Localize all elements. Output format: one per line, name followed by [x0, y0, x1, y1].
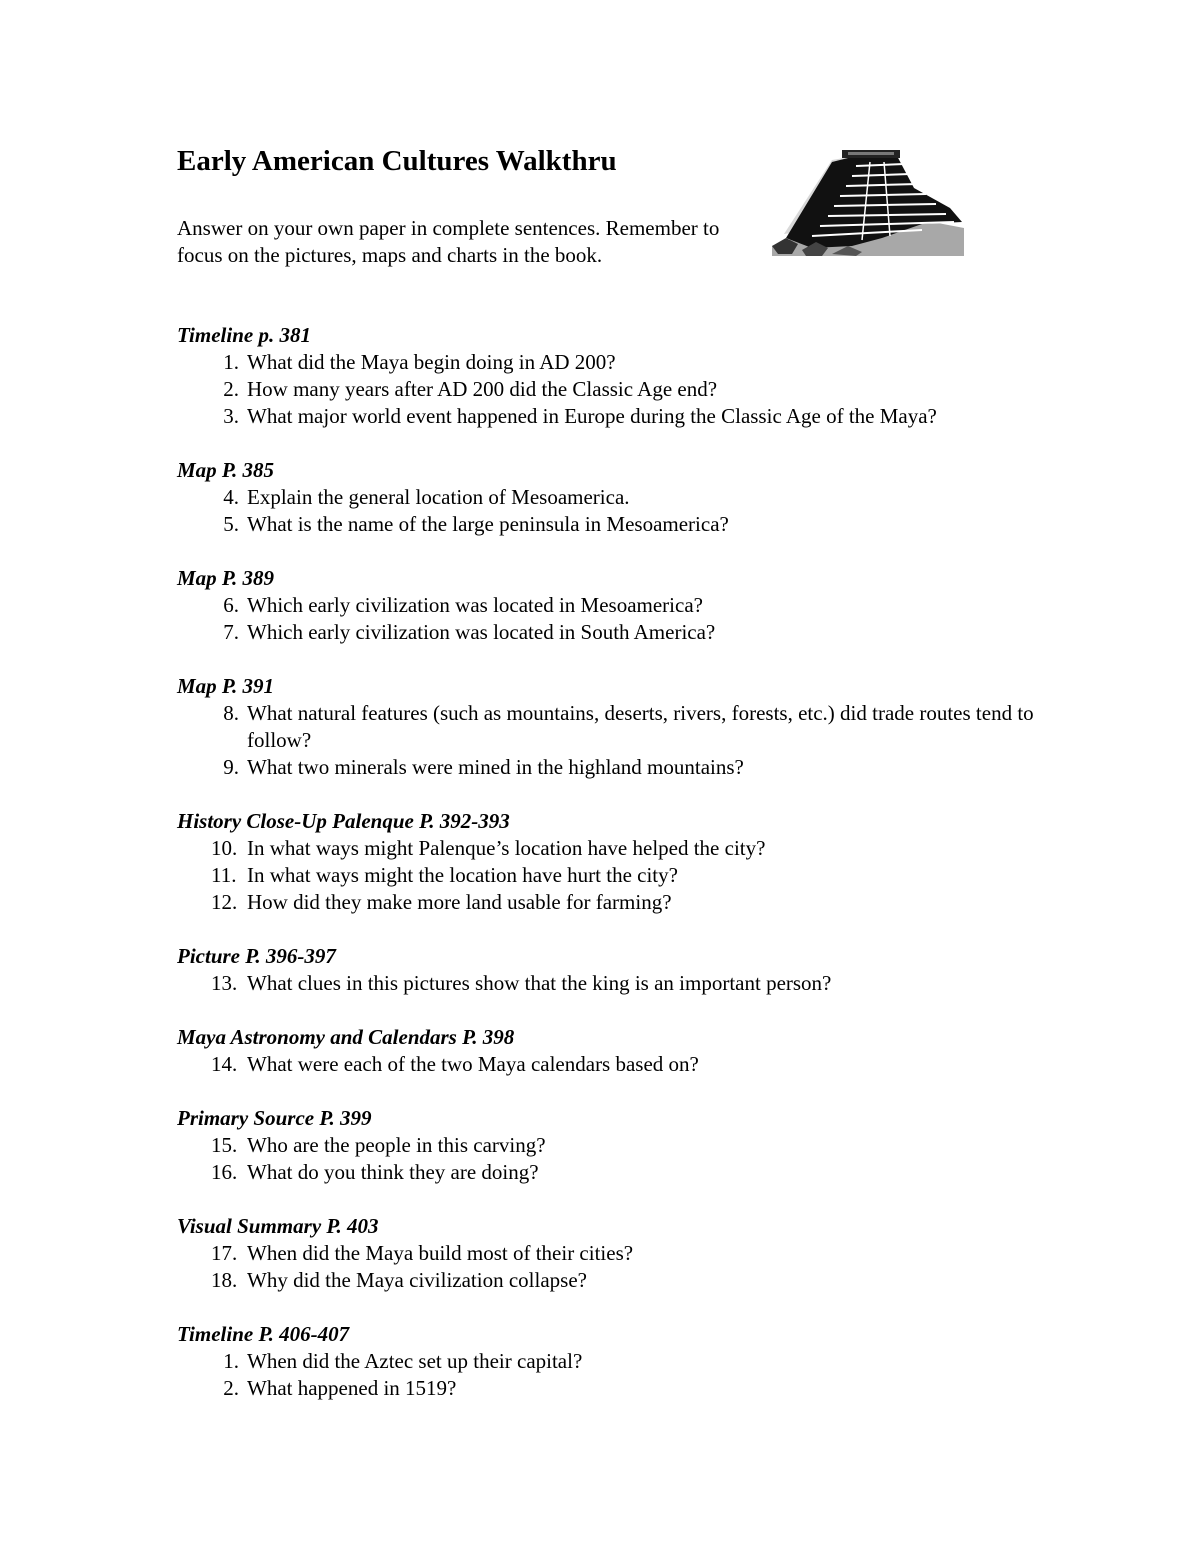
- section-heading: Timeline P. 406-407: [177, 1322, 350, 1346]
- maya-pyramid-icon: [772, 150, 964, 256]
- question-text: What did the Maya begin doing in AD 200?: [247, 350, 616, 374]
- section: [177, 673, 1057, 781]
- question-number: 6.: [223, 593, 239, 617]
- question-number: 5.: [223, 512, 239, 536]
- question-number: 2.: [223, 377, 239, 401]
- question-number: 2.: [223, 1376, 239, 1400]
- question-list: [177, 484, 1057, 538]
- question-item: [177, 592, 1057, 619]
- question-text: What do you think they are doing?: [247, 1160, 539, 1184]
- question-number: 16.: [211, 1160, 238, 1184]
- section: [177, 1213, 1057, 1294]
- section-heading: Map P. 391: [177, 674, 275, 698]
- question-text: What major world event happened in Europe during the Classic Age of the Maya?: [247, 404, 937, 428]
- question-list: [177, 835, 1057, 916]
- question-item: [177, 889, 1057, 916]
- question-item: [177, 862, 1057, 889]
- section-heading: Map P. 385: [177, 458, 275, 482]
- question-text: When did the Aztec set up their capital?: [247, 1349, 583, 1373]
- question-number: 18.: [211, 1268, 238, 1292]
- question-list: [177, 349, 1057, 430]
- question-item: [177, 700, 1057, 754]
- instructions: Answer on your own paper in complete sentences. Remember to focus on the pictures, maps and charts in the book.: [177, 216, 720, 267]
- question-item: [177, 403, 1057, 430]
- question-text: What natural features (such as mountains, deserts, rivers, forests, etc.) did trade routes tend to follow?: [247, 701, 1034, 752]
- question-number: 12.: [211, 890, 238, 914]
- section: [177, 1024, 1057, 1078]
- question-list: [177, 1348, 1057, 1402]
- question-text: How did they make more land usable for farming?: [247, 890, 672, 914]
- section: [177, 943, 1057, 997]
- section: [177, 565, 1057, 646]
- question-sections: [177, 322, 1057, 1429]
- section-heading: History Close-Up Palenque P. 392-393: [177, 809, 510, 833]
- question-item: [177, 484, 1057, 511]
- section-heading: Maya Astronomy and Calendars P. 398: [177, 1025, 515, 1049]
- question-text: Explain the general location of Mesoamerica.: [247, 485, 630, 509]
- question-list: [177, 1132, 1057, 1186]
- question-text: What were each of the two Maya calendars based on?: [247, 1052, 699, 1076]
- question-number: 11.: [211, 863, 237, 887]
- question-text: Who are the people in this carving?: [247, 1133, 546, 1157]
- section: [177, 1321, 1057, 1402]
- question-item: [177, 1348, 1057, 1375]
- question-item: [177, 619, 1057, 646]
- question-text: How many years after AD 200 did the Classic Age end?: [247, 377, 718, 401]
- question-text: In what ways might Palenque’s location have helped the city?: [247, 836, 766, 860]
- question-item: [177, 349, 1057, 376]
- question-text: What two minerals were mined in the highland mountains?: [247, 755, 744, 779]
- section: [177, 322, 1057, 430]
- question-list: [177, 970, 1057, 997]
- page-title: Early American Cultures Walkthru: [177, 145, 617, 177]
- question-item: [177, 1267, 1057, 1294]
- question-item: [177, 754, 1057, 781]
- question-text: What clues in this pictures show that the king is an important person?: [247, 971, 832, 995]
- question-item: [177, 1375, 1057, 1402]
- question-item: [177, 1159, 1057, 1186]
- section-heading: Map P. 389: [177, 566, 275, 590]
- question-item: [177, 376, 1057, 403]
- question-number: 4.: [223, 485, 239, 509]
- question-text: When did the Maya build most of their cities?: [247, 1241, 634, 1265]
- section: [177, 1105, 1057, 1186]
- question-list: [177, 1051, 1057, 1078]
- section-heading: Visual Summary P. 403: [177, 1214, 379, 1238]
- question-number: 14.: [211, 1052, 238, 1076]
- question-number: 1.: [223, 1349, 239, 1373]
- question-item: [177, 970, 1057, 997]
- question-text: Which early civilization was located in Mesoamerica?: [247, 593, 703, 617]
- question-list: [177, 700, 1057, 781]
- question-number: 7.: [223, 620, 239, 644]
- section: [177, 457, 1057, 538]
- question-item: [177, 835, 1057, 862]
- question-number: 1.: [223, 350, 239, 374]
- section-heading: Primary Source P. 399: [177, 1106, 372, 1130]
- question-text: In what ways might the location have hurt the city?: [247, 863, 678, 887]
- question-text: Which early civilization was located in South America?: [247, 620, 716, 644]
- question-number: 9.: [223, 755, 239, 779]
- question-number: 3.: [223, 404, 239, 428]
- question-text: What happened in 1519?: [247, 1376, 457, 1400]
- question-item: [177, 1240, 1057, 1267]
- question-number: 17.: [211, 1241, 238, 1265]
- question-item: [177, 511, 1057, 538]
- question-number: 8.: [223, 701, 239, 725]
- question-number: 10.: [211, 836, 238, 860]
- question-number: 13.: [211, 971, 238, 995]
- question-list: [177, 592, 1057, 646]
- question-list: [177, 1240, 1057, 1294]
- question-item: [177, 1132, 1057, 1159]
- question-text: Why did the Maya civilization collapse?: [247, 1268, 587, 1292]
- section-heading: Picture P. 396-397: [177, 944, 336, 968]
- section: [177, 808, 1057, 916]
- question-item: [177, 1051, 1057, 1078]
- section-heading: Timeline p. 381: [177, 323, 311, 347]
- question-number: 15.: [211, 1133, 238, 1157]
- question-text: What is the name of the large peninsula in Mesoamerica?: [247, 512, 729, 536]
